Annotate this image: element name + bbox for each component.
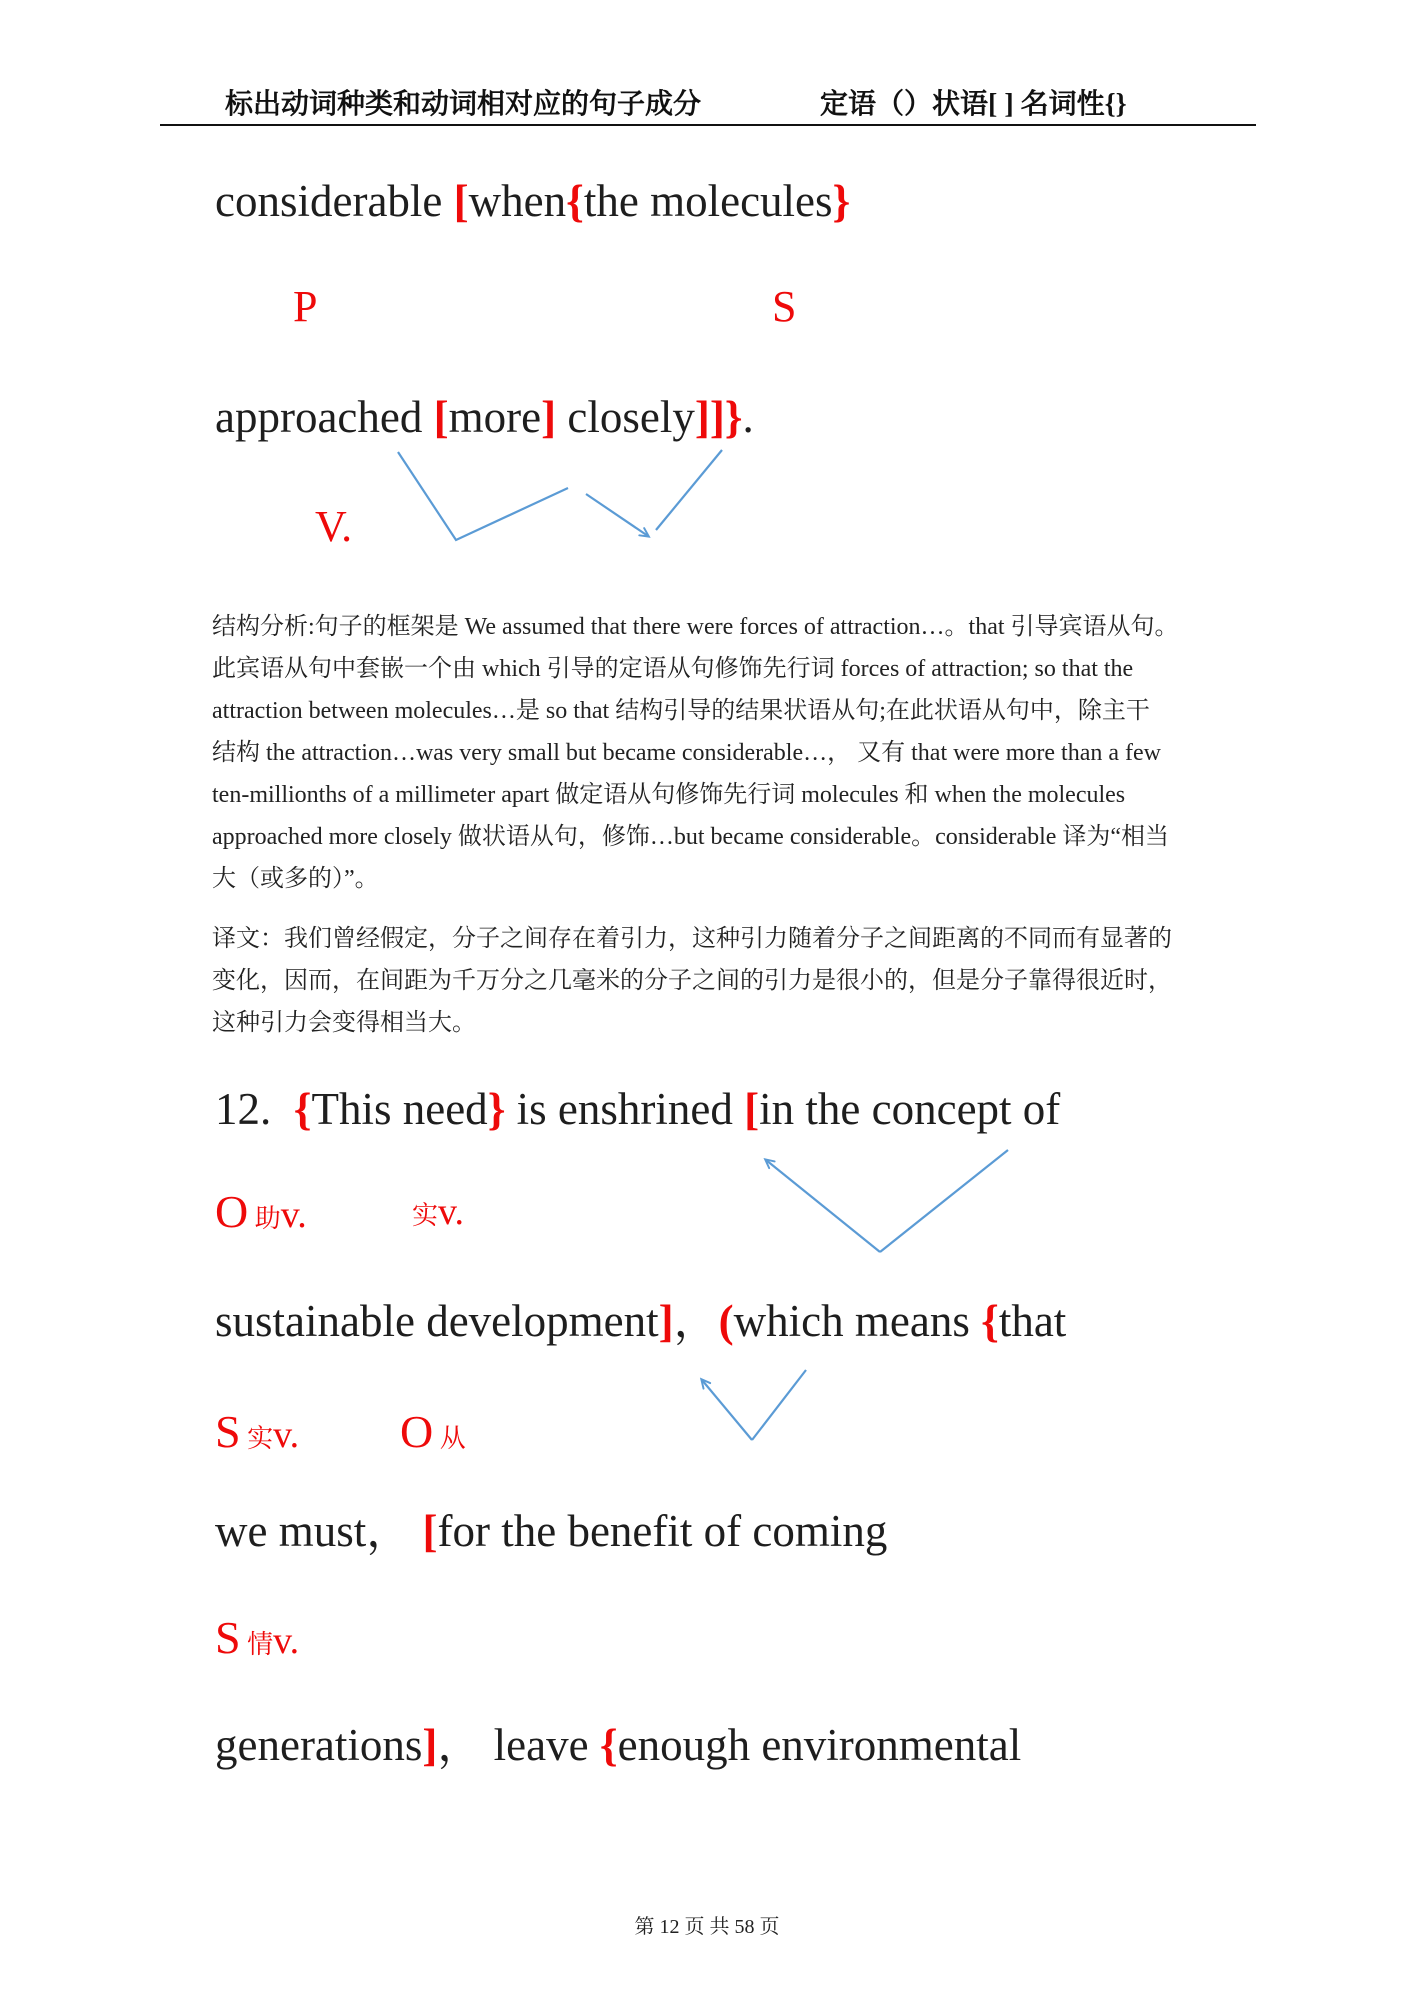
v-arrow-enshrined-left [766,1160,880,1252]
text-segment: ]]} [694,392,743,442]
v-arrow-enshrined-right [880,1150,1008,1252]
paragraph-line: attraction between molecules…是 so that 结构引导的结果状语从句;在此状语从句中，除主干 [212,698,1150,724]
header-divider [160,124,1256,126]
text-segment: v. [438,1191,465,1233]
text-segment: ， [673,1296,719,1346]
text-segment: considerable [215,176,454,226]
text-segment: more [448,392,542,442]
text-segment: ， leave [437,1720,600,1770]
translation-paragraph [212,918,1222,1044]
zigzag-arrow-left [398,452,568,540]
paragraph-line: ten-millionths of a millimeter apart 做定语从句修饰先行词 molecules 和 when the molecules [212,782,1126,808]
text-segment: { [566,176,584,226]
text-segment: S [215,1612,241,1663]
text-segment: v. [273,1414,300,1456]
text-segment: { [599,1720,618,1770]
text-segment: 实 [412,1201,439,1230]
sentence11-line1 [215,172,850,230]
paragraph-line: 大（或多的）”。 [212,866,379,892]
paragraph-line: 变化，因而，在间距为千万分之几毫米的分子之间的引力是很小的，但是分子靠得很近时， [212,968,1172,994]
sentence11-line2 [215,388,754,446]
text-segment: ] [422,1720,438,1770]
paragraph-line: 这种引力会变得相当大。 [212,1010,476,1036]
text-segment: O [400,1406,434,1457]
zigzag-arrow-right [656,450,722,530]
grammar-labels-row2-group1 [215,1404,299,1471]
text-segment: enough environmental [617,1720,1022,1770]
footer-page-number: 第 12 页 共 58 页 [634,1916,780,1938]
text-segment: the molecules [583,176,833,226]
grammar-labels-row3-group1 [215,1610,299,1677]
paragraph-line: 结构分析:句子的框架是 We assumed that there were forces of attraction…。that 引导宾语从句。 [212,614,1179,640]
grammar-label-p: P [293,282,318,331]
page-footer [0,1910,1414,1939]
text-segment: ] [658,1296,674,1346]
text-segment: generations [215,1720,423,1770]
paragraph-line: 译文：我们曾经假定，分子之间存在着引力，这种引力随着分子之间距离的不同而有显著的 [212,926,1172,952]
text-segment: [ [422,1506,438,1556]
text-segment: 12. [215,1084,294,1134]
text-segment: 助 [248,1204,281,1233]
text-segment: 实 [240,1424,274,1453]
paragraph-line: approached more closely 做状语从句，修饰…but became considerable。considerable 译为“相当 [212,824,1170,850]
text-segment: 从 [433,1424,466,1453]
text-segment: is enshrined [505,1084,745,1134]
text-segment: that [998,1296,1067,1346]
text-segment: } [832,176,851,226]
text-segment: { [981,1296,999,1346]
header-right-legend: 定语（）状语[ ] 名词性{} [820,89,1127,120]
text-segment: { [293,1084,312,1134]
text-segment: 情 [240,1630,274,1659]
sentence12-line3 [215,1502,887,1560]
text-segment: . [742,392,754,442]
text-segment: for the benefit of coming [437,1506,888,1556]
header-left-title: 标出动词种类和动词相对应的句子成分 [225,89,702,120]
text-segment: ] [541,392,557,442]
text-segment: approached [215,392,434,442]
text-segment: [ [453,176,469,226]
text-segment: [ [744,1084,760,1134]
zigzag-arrow-mid [586,494,648,536]
v-arrow-development-right [752,1370,806,1440]
sentence12-line2 [215,1292,1066,1350]
text-segment: [ [433,392,449,442]
text-segment: } [487,1084,506,1134]
grammar-labels-row1-group1 [215,1184,307,1251]
text-segment: which means [733,1296,982,1346]
sentence12-line1 [215,1080,1060,1138]
text-segment: v. [280,1194,307,1236]
text-segment: when [468,176,567,226]
paragraph-line: 此宾语从句中套嵌一个由 which 引导的定语从句修饰先行词 forces of attraction; so that the [212,656,1134,682]
text-segment: in the concept of [759,1084,1061,1134]
grammar-label-s: S [772,282,797,331]
v-arrow-development-left [702,1380,752,1440]
text-segment: we must， [215,1506,423,1556]
grammar-labels-row2-group2 [400,1404,466,1471]
text-segment: This need [311,1084,488,1134]
grammar-labels-row1-group2 [412,1184,464,1248]
text-segment: sustainable development [215,1296,659,1346]
sentence12-line4 [215,1716,1021,1774]
text-segment: ( [718,1296,734,1346]
structure-analysis-paragraph [212,606,1222,900]
paragraph-line: 结构 the attraction…was very small but became considerable…， 又有 that were more than a few [212,740,1162,766]
text-segment: closely [556,392,695,442]
grammar-label-v: V. [315,502,353,551]
text-segment: v. [273,1620,300,1662]
text-segment: O [215,1186,249,1237]
text-segment: S [215,1406,241,1457]
